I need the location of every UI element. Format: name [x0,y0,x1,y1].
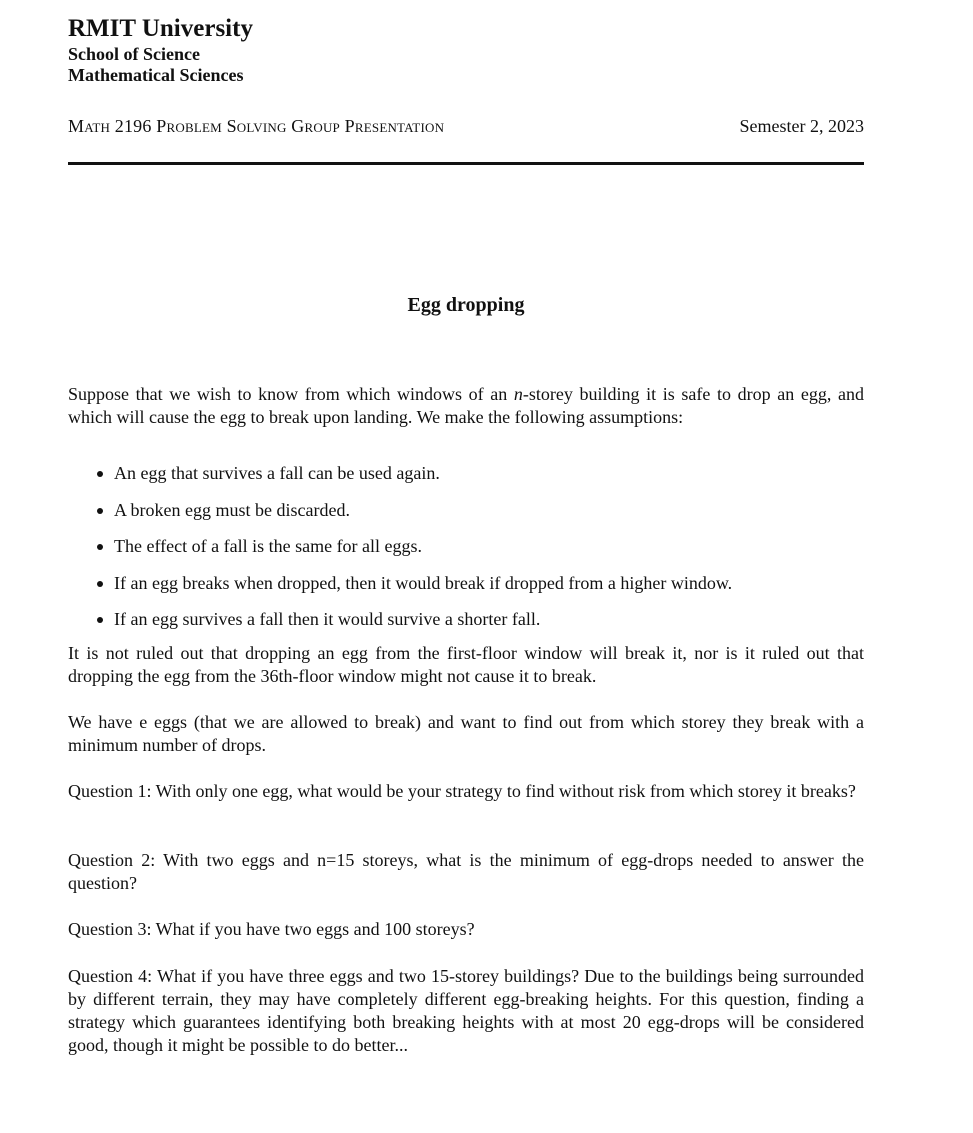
eggs-paragraph: We have e eggs (that we are allowed to break) and want to find out from which storey they break with a minimum number of drops. [68,712,864,755]
question-4: Question 4: What if you have three eggs and two 15-storey buildings? Due to the buildings being surrounded by different terrain, they may have completely different egg-breaking heights. For this question, finding a strategy which guarantees identifying both breaking heights with at most 20 egg-drops will be considered good, though it might be possible to do better... [68,966,864,1055]
question-1: Question 1: With only one egg, what would be your strategy to find without risk from which storey it breaks? [68,781,856,801]
list-item [68,608,864,645]
list-item [68,572,864,609]
bullet-icon [97,581,103,587]
school-name: School of Science [68,43,200,64]
list-item [68,462,864,499]
bullet-icon [97,508,103,514]
semester-label: Semester 2, 2023 [739,116,864,136]
assumptions-list [68,462,864,645]
assumption-text: A broken egg must be discarded. [114,499,350,520]
assumption-text: If an egg survives a fall then it would survive a shorter fall. [114,609,541,629]
assumption-text: An egg that survives a fall can be used again. [114,463,440,483]
document-title: Egg dropping [407,294,525,316]
question-3: Question 3: What if you have two eggs and 100 storeys? [68,919,475,939]
department-name: Mathematical Sciences [68,64,244,85]
header-rule [68,162,864,165]
intro-paragraph [68,383,864,429]
university-name: RMIT University [68,15,253,42]
assumption-text: The effect of a fall is the same for all eggs. [114,536,423,556]
bullet-icon [97,617,103,623]
ruled-out-paragraph: It is not ruled out that dropping an egg from the first-floor window will break it, nor is it ruled out that dropping the egg from the 36th-floor window might not cause it to break. [68,643,864,686]
course-title: Math 2196 Problem Solving Group Presentation [68,116,445,136]
question-2: Question 2: With two eggs and n=15 storeys, what is the minimum of egg-drops needed to answer the question? [68,850,864,893]
intro-variable-n: n [513,384,523,404]
bullet-icon [97,471,103,477]
assumption-text: If an egg breaks when dropped, then it would break if dropped from a higher window. [114,572,733,593]
list-item [68,499,864,536]
list-item [68,535,864,572]
course-header [68,116,864,137]
intro-text-start: Suppose that we wish to know from which windows of an [68,384,514,404]
intro-text-end: -storey building it is safe to drop an egg, and which will cause the egg to break upon landing. We make the following assumptions: [68,384,864,427]
document-page [68,0,864,1133]
institution-block [68,14,253,86]
bullet-icon [97,544,103,550]
